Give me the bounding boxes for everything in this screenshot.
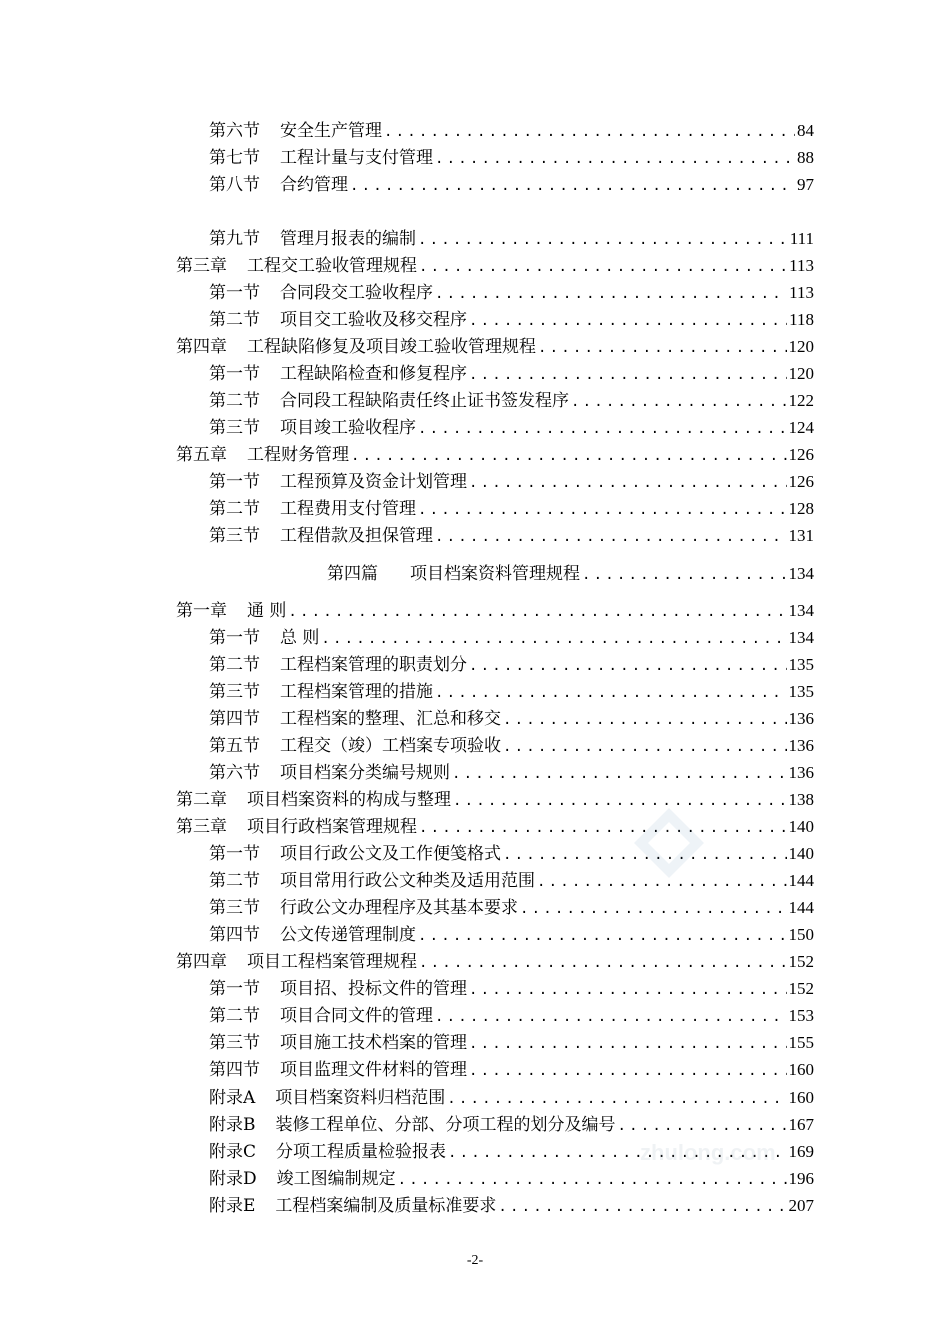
dot-leader [469, 977, 787, 1004]
dot-leader [469, 470, 787, 497]
toc-entry-title: 管理月报表的编制 [280, 229, 416, 249]
toc-entry-page: 207 [788, 1196, 814, 1215]
dot-leader [453, 788, 787, 815]
toc-entry-title: 项目档案分类编号规则 [280, 763, 450, 783]
dot-leader [398, 1167, 787, 1194]
dot-leader [419, 815, 787, 842]
toc-entry-title: 工程交（竣）工档案专项验收 [280, 736, 501, 756]
dot-leader [435, 281, 787, 308]
toc-entry-prefix: 第七节 [209, 148, 260, 168]
toc-entry-prefix: 第三节 [209, 418, 260, 438]
toc-entry-prefix: 第二节 [209, 1006, 260, 1026]
toc-entry-title: 工程档案管理的措施 [280, 682, 433, 702]
toc-entry-prefix: 第二节 [209, 499, 260, 519]
toc-entry [176, 252, 814, 279]
toc-entry-prefix: 第三章 [176, 256, 227, 276]
toc-entry-title: 竣工图编制规定 [276, 1169, 396, 1189]
toc-entry-page: 111 [789, 229, 814, 248]
toc-entry-title: 项目合同文件的管理 [280, 1006, 433, 1026]
toc-entry-page: 144 [788, 871, 814, 890]
toc-entry-page: 140 [788, 844, 814, 863]
toc-entry-title: 行政公文办理程序及其基本要求 [280, 898, 518, 918]
toc-entry-page: 135 [788, 682, 814, 701]
toc-entry-page: 120 [788, 364, 814, 383]
toc-entry-page: 167 [788, 1115, 814, 1134]
toc-entry-title: 项目招、投标文件的管理 [280, 979, 467, 999]
toc-entry-page: 135 [788, 655, 814, 674]
toc-entry-prefix: 第一节 [209, 979, 260, 999]
dot-leader [419, 950, 787, 977]
toc-entry [209, 1029, 814, 1056]
toc-entry-title: 合同段工程缺陷责任终止证书签发程序 [280, 391, 569, 411]
toc-entry-title: 项目常用行政公文种类及适用范围 [280, 871, 535, 891]
toc-entry [209, 144, 814, 171]
dot-leader [503, 707, 787, 734]
toc-entry-title: 项目行政公文及工作便笺格式 [280, 844, 501, 864]
toc-entry-prefix: 第四节 [209, 709, 260, 729]
toc-entry-title: 工程档案编制及质量标准要求 [275, 1196, 497, 1216]
toc-entry-page: 160 [788, 1060, 814, 1079]
dot-leader [520, 896, 787, 923]
toc-entry [209, 840, 814, 867]
dot-leader [469, 308, 787, 335]
dot-leader [418, 497, 787, 524]
toc-entry-title: 项目监理文件材料的管理 [280, 1060, 467, 1080]
toc-entry-prefix: 第五章 [176, 445, 227, 465]
toc-entry-page: 126 [788, 472, 814, 491]
toc-entry-page: 140 [788, 817, 814, 836]
toc-entry-title: 项目行政档案管理规程 [247, 817, 417, 837]
toc-entry-title: 项目竣工验收程序 [280, 418, 416, 438]
dot-leader [384, 119, 795, 146]
toc-entry [209, 975, 814, 1002]
dot-leader [447, 1086, 786, 1113]
toc-entry-page: 136 [788, 736, 814, 755]
toc-entry-prefix: 第八节 [209, 175, 260, 195]
toc-entry-prefix: 第一节 [209, 628, 260, 648]
toc-entry-title: 工程计量与支付管理 [280, 148, 433, 168]
toc-entry [209, 1165, 814, 1192]
dot-leader [498, 1194, 786, 1221]
dot-leader [418, 227, 788, 254]
toc-entry [209, 117, 814, 144]
watermark-text: zhulong.com [640, 1140, 776, 1165]
toc-entry [209, 1084, 814, 1111]
toc-entry-title: 工程预算及资金计划管理 [280, 472, 467, 492]
watermark-logo-icon [632, 806, 706, 880]
toc-entry-page: 196 [788, 1169, 814, 1188]
toc-entry-page: 169 [788, 1142, 814, 1161]
toc-entry [209, 894, 814, 921]
toc-entry-page: 155 [788, 1033, 814, 1052]
dot-leader [452, 761, 787, 788]
toc-entry [209, 678, 814, 705]
toc-entry-prefix: 第二节 [209, 391, 260, 411]
dot-leader [321, 626, 786, 653]
toc-entry-prefix: 第三节 [209, 898, 260, 918]
toc-entry-title: 项目档案资料管理规程 [410, 564, 580, 584]
toc-entry-title: 公文传递管理制度 [280, 925, 416, 945]
toc-entry-page: 84 [797, 121, 814, 140]
dot-leader [418, 416, 787, 443]
toc-entry-page: 128 [788, 499, 814, 518]
toc-entry-prefix: 第三节 [209, 1033, 260, 1053]
toc-entry-page: 150 [788, 925, 814, 944]
toc-entry-prefix: 第二节 [209, 871, 260, 891]
dot-leader [582, 562, 787, 589]
toc-entry-title: 工程档案的整理、汇总和移交 [280, 709, 501, 729]
dot-leader [469, 362, 787, 389]
toc-entry-page: 124 [788, 418, 814, 437]
toc-entry-prefix: 第三节 [209, 682, 260, 702]
toc-entry-title: 工程财务管理 [247, 445, 349, 465]
toc-entry-prefix: 第四章 [176, 952, 227, 972]
toc-entry-title: 合同段交工验收程序 [280, 283, 433, 303]
toc-entry [209, 1111, 814, 1138]
toc-entry-page: 126 [788, 445, 814, 464]
page-number: -2- [466, 1253, 484, 1268]
toc-entry-page: 153 [788, 1006, 814, 1025]
toc-entry-title: 项目工程档案管理规程 [247, 952, 417, 972]
toc-entry [176, 813, 814, 840]
toc-entry-page: 122 [788, 391, 814, 410]
toc-entry [209, 225, 814, 252]
toc-entry [209, 171, 814, 198]
toc-entry-title: 总 则 [280, 628, 320, 648]
toc-entry-prefix: 附录A [209, 1088, 256, 1108]
toc-entry [209, 759, 814, 786]
toc-entry-prefix: 第三节 [209, 526, 260, 546]
toc-entry-prefix: 第二章 [176, 790, 227, 810]
toc-entry [176, 786, 814, 813]
toc-entry [176, 948, 814, 975]
dot-leader [435, 524, 787, 551]
toc-entry-prefix: 第四节 [209, 1060, 260, 1080]
toc-entry [209, 651, 814, 678]
toc-entry-page: 134 [788, 601, 814, 620]
toc-entry [209, 1002, 814, 1029]
dot-leader [288, 599, 786, 626]
toc-entry-title: 工程缺陷检查和修复程序 [280, 364, 467, 384]
dot-leader [419, 254, 787, 281]
toc-entry [209, 624, 814, 651]
dot-leader [435, 146, 795, 173]
toc-entry [209, 1192, 814, 1219]
toc-entry [209, 732, 814, 759]
toc-entry-page: 136 [788, 763, 814, 782]
toc-entry-title: 工程缺陷修复及项目竣工验收管理规程 [247, 337, 536, 357]
toc-entry-title: 工程交工验收管理规程 [247, 256, 417, 276]
dot-leader [350, 173, 795, 200]
toc-entry-page: 131 [788, 526, 814, 545]
dot-leader [435, 680, 787, 707]
toc-entry [176, 441, 814, 468]
toc-entry-prefix: 第六节 [209, 763, 260, 783]
toc-entry [209, 705, 814, 732]
toc-entry-prefix: 第二节 [209, 655, 260, 675]
toc-entry-title: 分项工程质量检验报表 [276, 1142, 447, 1162]
dot-leader [418, 923, 787, 950]
toc-entry-prefix: 附录B [209, 1115, 256, 1135]
toc-entry-title: 装修工程单位、分部、分项工程的划分及编号 [275, 1115, 616, 1135]
toc-entry-prefix: 第一节 [209, 844, 260, 864]
toc-entry-page: 120 [788, 337, 814, 356]
toc-entry-page: 138 [788, 790, 814, 809]
dot-leader [351, 443, 787, 470]
toc-entry-prefix: 第五节 [209, 736, 260, 756]
toc-entry-page: 97 [797, 175, 814, 194]
toc-entry-prefix: 第四节 [209, 925, 260, 945]
toc-entry-title: 项目档案资料归档范围 [275, 1088, 446, 1108]
dot-leader [503, 734, 787, 761]
toc-entry-title: 项目档案资料的构成与整理 [247, 790, 451, 810]
toc-entry-prefix: 附录E [209, 1196, 256, 1216]
toc-entry-prefix: 附录C [209, 1142, 257, 1162]
toc-entry-title: 合约管理 [280, 175, 348, 195]
toc-entry-page: 113 [789, 283, 814, 302]
toc-entry-page: 118 [789, 310, 814, 329]
toc-entry-title: 工程费用支付管理 [280, 499, 416, 519]
toc-entry-page: 88 [797, 148, 814, 167]
toc-entry-title: 项目施工技术档案的管理 [280, 1033, 467, 1053]
toc-entry [209, 522, 814, 549]
toc-entry [209, 921, 814, 948]
toc-entry [176, 597, 814, 624]
toc-entry-prefix: 第一章 [176, 601, 227, 621]
toc-entry-prefix: 第六节 [209, 121, 260, 141]
toc-entry [209, 279, 814, 306]
dot-leader [618, 1113, 787, 1140]
toc-entry-prefix: 第一节 [209, 364, 260, 384]
toc-entry-prefix: 第一节 [209, 472, 260, 492]
toc-entry [176, 333, 814, 360]
toc-entry-title: 工程档案管理的职责划分 [280, 655, 467, 675]
toc-entry-page: 136 [788, 709, 814, 728]
toc-entry [209, 306, 814, 333]
toc-entry [209, 387, 814, 414]
toc-entry-prefix: 第二节 [209, 310, 260, 330]
toc-entry [327, 560, 814, 587]
dot-leader [469, 1031, 787, 1058]
toc-entry [209, 495, 814, 522]
toc-entry-title: 通 则 [247, 601, 287, 621]
toc-entry [209, 360, 814, 387]
dot-leader [435, 1004, 787, 1031]
dot-leader [469, 653, 787, 680]
toc-entry-title: 工程借款及担保管理 [280, 526, 433, 546]
toc-entry-prefix: 第四篇 [327, 564, 378, 584]
dot-leader [571, 389, 787, 416]
dot-leader [469, 1058, 787, 1085]
toc-entry-prefix: 第四章 [176, 337, 227, 357]
toc-entry-title: 项目交工验收及移交程序 [280, 310, 467, 330]
toc-entry [209, 468, 814, 495]
toc-entry-page: 134 [788, 564, 814, 583]
toc-entry-page: 134 [788, 628, 814, 647]
toc-entry-prefix: 第三章 [176, 817, 227, 837]
toc-entry-page: 160 [788, 1088, 814, 1107]
toc-entry [209, 867, 814, 894]
toc-entry [209, 414, 814, 441]
toc-entry [209, 1056, 814, 1083]
toc-entry-page: 152 [788, 952, 814, 971]
toc-entry-prefix: 附录D [209, 1169, 257, 1189]
toc-entry-page: 144 [788, 898, 814, 917]
toc-entry-page: 113 [789, 256, 814, 275]
toc-entry-title: 安全生产管理 [280, 121, 382, 141]
toc-entry-prefix: 第九节 [209, 229, 260, 249]
toc-entry-prefix: 第一节 [209, 283, 260, 303]
toc-entry-page: 152 [788, 979, 814, 998]
dot-leader [538, 335, 787, 362]
